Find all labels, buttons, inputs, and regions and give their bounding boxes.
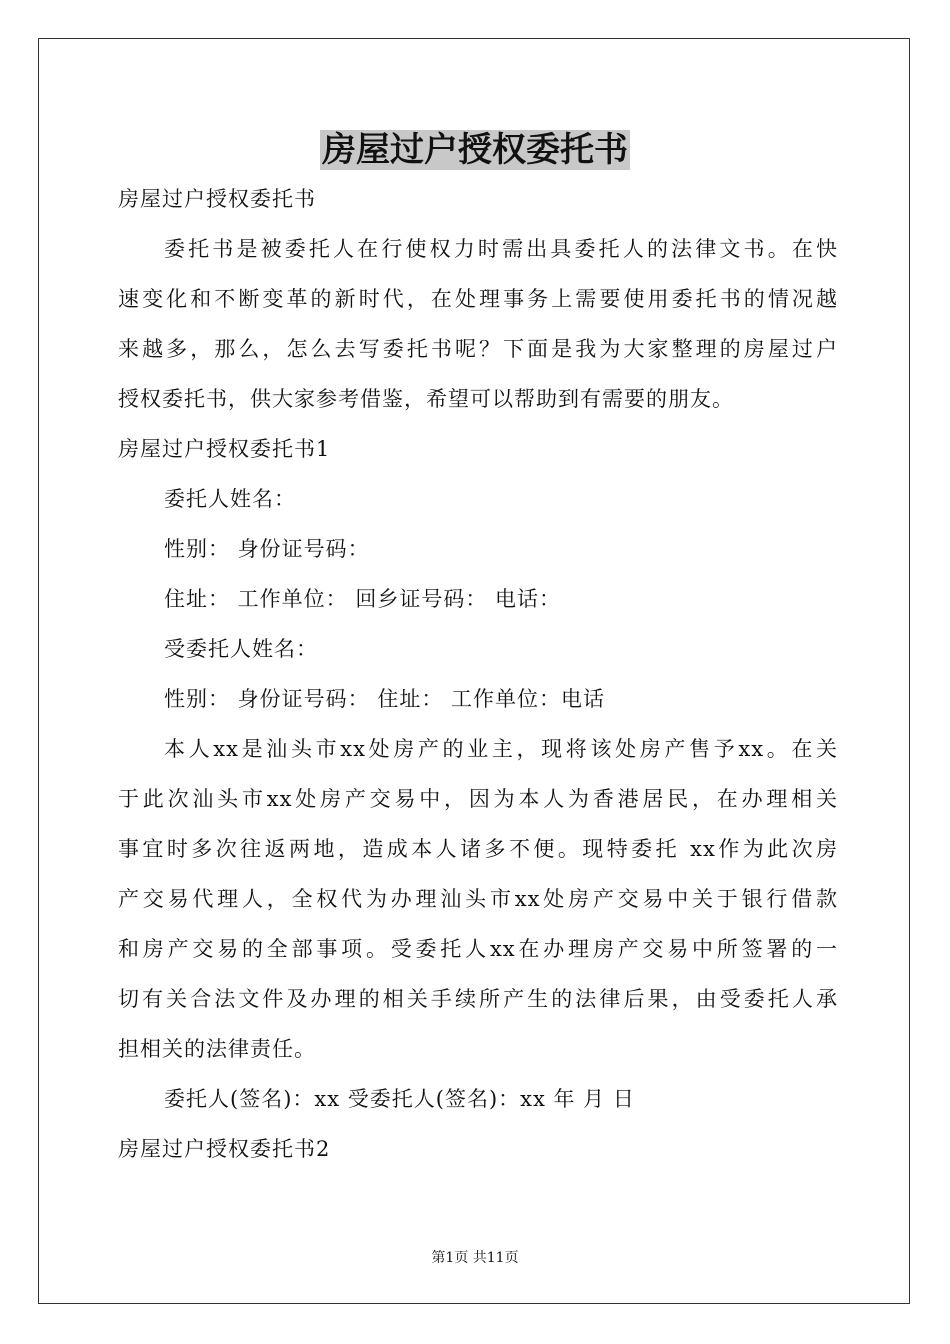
- principal-name-field: 委托人姓名：: [164, 487, 296, 511]
- section-heading: 房屋过户授权委托书: [118, 187, 316, 211]
- body-paragraph-line: 事宜时多次往返两地，造成本人诸多不便。现特委托 xx作为此次房: [118, 837, 838, 861]
- page-number-footer: 第1页 共11页: [431, 1250, 519, 1266]
- intro-paragraph-line: 速变化和不断变革的新时代，在处理事务上需要使用委托书的情况越: [118, 287, 838, 311]
- intro-paragraph-line: 授权委托书，供大家参考借鉴，希望可以帮助到有需要的朋友。: [118, 387, 734, 411]
- body-paragraph-line: 切有关合法文件及办理的相关手续所产生的法律后果，由受委托人承: [118, 987, 838, 1011]
- body-paragraph-line: 于此次汕头市xx处房产交易中，因为本人为香港居民，在办理相关: [118, 787, 838, 811]
- principal-gender-id-field: 性别： 身份证号码：: [164, 537, 370, 561]
- document-body: [118, 174, 838, 1174]
- section-heading-1: 房屋过户授权委托书1: [118, 437, 331, 461]
- principal-address-field: 住址： 工作单位： 回乡证号码： 电话：: [164, 587, 562, 611]
- body-paragraph-line: 和房产交易的全部事项。受委托人xx在办理房产交易中所签署的一: [118, 937, 838, 961]
- agent-details-field: 性别： 身份证号码： 住址： 工作单位：电话: [164, 687, 606, 711]
- body-paragraph-line: 产交易代理人，全权代为办理汕头市xx处房产交易中关于银行借款: [118, 887, 838, 911]
- signature-line: 委托人(签名)：xx 受委托人(签名)：xx 年 月 日: [164, 1087, 635, 1111]
- body-paragraph-line: 本人xx是汕头市xx处房产的业主，现将该处房产售予xx。在关: [164, 737, 838, 761]
- document-title: [0, 124, 950, 176]
- agent-name-field: 受委托人姓名：: [164, 637, 318, 661]
- document-title-text: 房屋过户授权委托书: [322, 130, 628, 170]
- intro-paragraph-line: 委托书是被委托人在行使权力时需出具委托人的法律文书。在快: [164, 237, 838, 261]
- body-paragraph-line: 担相关的法律责任。: [118, 1037, 316, 1061]
- section-heading-2: 房屋过户授权委托书2: [118, 1137, 331, 1161]
- intro-paragraph-line: 来越多，那么，怎么去写委托书呢？下面是我为大家整理的房屋过户: [118, 337, 838, 361]
